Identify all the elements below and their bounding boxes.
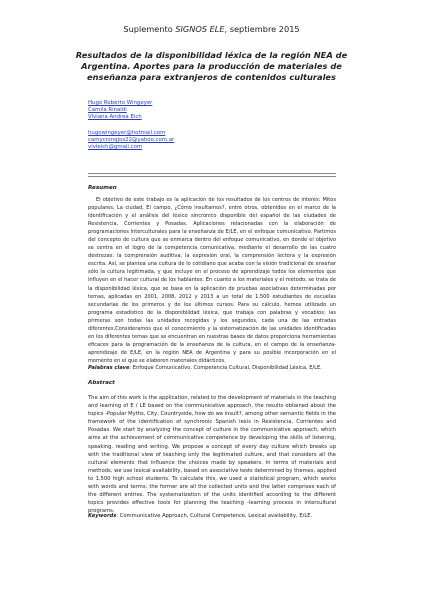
- author-list: [88, 100, 152, 122]
- email-link[interactable]: camycrsnqjos22@yahoo.com.ar: [88, 137, 175, 144]
- email-list: [88, 130, 174, 152]
- keywords: [88, 513, 336, 519]
- keywords-text: : Communicative Approach, Cultural Competence, Lexical availability, E/LE.: [116, 513, 313, 519]
- abstract-heading: Abstract: [88, 380, 115, 386]
- palabras-clave: [88, 365, 336, 371]
- keywords-label: Keywords: [88, 513, 117, 519]
- email-link[interactable]: vivieich@gmail.com: [88, 144, 143, 151]
- journal-header: [0, 24, 423, 34]
- journal-prefix: Suplemento: [123, 24, 176, 34]
- journal-date: , septiembre 2015: [224, 24, 300, 34]
- palabras-clave-label: Palabras clave: [88, 365, 130, 371]
- author-link[interactable]: Hugo Roberto Wingeyer: [88, 100, 153, 106]
- section-divider: [88, 173, 336, 174]
- abstract-text: The aim of this work is the application, related to the development of materials in the teaching and learning of E / LE based on the communicative approach, the results obtained about the topics -Popular Myths, City, Countryside, how do we insult?, among other semantic fields in the framework of the identification of synchronic Spanish lexis in Resistencia, Corrientes and Posadas. We start by analyzing the concept of culture in the communicative approach, which aims at the achievement of communicative competence by developing the skills of listening, speaking, reading and writing. We propose a concept of every day culture which breaks up with the traditional view of teaching only the legitimated culture, and that considers all the cultural elements that influence the choices made by speakers. In terms of materials and methods, we use lexical availability, based on associative tests determined by themes, applied to 1,500 high school students. To calculate this, we used a statistical program, which works with words and terms: the former are all the collected units and the latter comprises each of the different entries. The systematization of the units identified according to the different topics provides effective tools for planning the teaching -learning process in intercultural programs.: [88, 395, 336, 515]
- email-link[interactable]: hugowingeyer@hotmail.com: [88, 130, 166, 136]
- author-link[interactable]: Viviana Andrea Eich: [88, 114, 142, 121]
- abstract-body: [88, 394, 336, 515]
- resumen-body: [88, 196, 336, 365]
- journal-name: SIGNOS ELE: [175, 24, 225, 34]
- palabras-clave-text: : Enfoque Comunicativo, Competencia Cultural, Disponibilidad Léxica, E/LE.: [129, 365, 322, 371]
- resumen-heading: Resumen: [88, 185, 117, 191]
- section-divider: [88, 176, 336, 177]
- resumen-text: El objetivo de este trabajo es la aplicación de los resultados de los centros de interés: Mitos populares, La ciudad, El campo, ¿Cómo insultamos?, entre otros, obtenidos en el marco de la identificación y el análisis del léxico sincrónico disponible del español de las ciudades de Resistencia, Corrientes y Posadas. Aplicaciones relacionadas con la elaboración de programaciones interculturales para la enseñanza de E/LE, en el enfoque comunicativo. Partimos del concepto de cultura que se enmarca dentro del enfoque comunicativo, en donde el objetivo se centra en el logro de la competencia comunicativa, mediante el desarrollo de las cuatro destrezas: la comprensión auditiva, la expresión oral, la comprensión lectora y la expresión escrita. Así, se plantea una cultura de lo cotidiano que acaba con la visión tradicional de enseñar sólo la cultura legitimada, y que incluye en el proceso de aprendizaje todos los elementos que influyen en el hacer cultural de los hablantes. En cuanto a los materiales y el método, se trata de la disponibilidad léxica, que se basa en la aplicación de pruebas asociativas determinadas por temas, aplicadas en 2001, 2008, 2012 y 2013 a un total de 1.500 estudiantes de escuelas secundarias de los primeros y de los últimos cursos. Para su cálculo, hemos utilizado un programa estadístico de la disponibilidad léxica, que trabaja con palabras y vocablos: las primeras son todas las unidades recogidas y los segundos, cada una de las entradas diferentes.Consideramos que el conocimiento y la sistematización de las unidades identificadas en los diferentes temas que se encuentran en nuestras bases de datos proporciona herramientas eficaces para la programación de la enseñanza de la cultura, en el campo de la enseñanza-aprendizaje de E/LE, en la región NEA de Argentina y para su posible incorporación en el momento en el que se elaboren materiales didácticos.: [88, 197, 336, 364]
- author-link[interactable]: Camila Rinaldi: [88, 107, 127, 114]
- paper-title: Resultados de la disponibilidad léxica de la región NEA de Argentina. Aportes para la producción de materiales de enseñanza para extranjeros de contenidos culturales: [75, 50, 348, 82]
